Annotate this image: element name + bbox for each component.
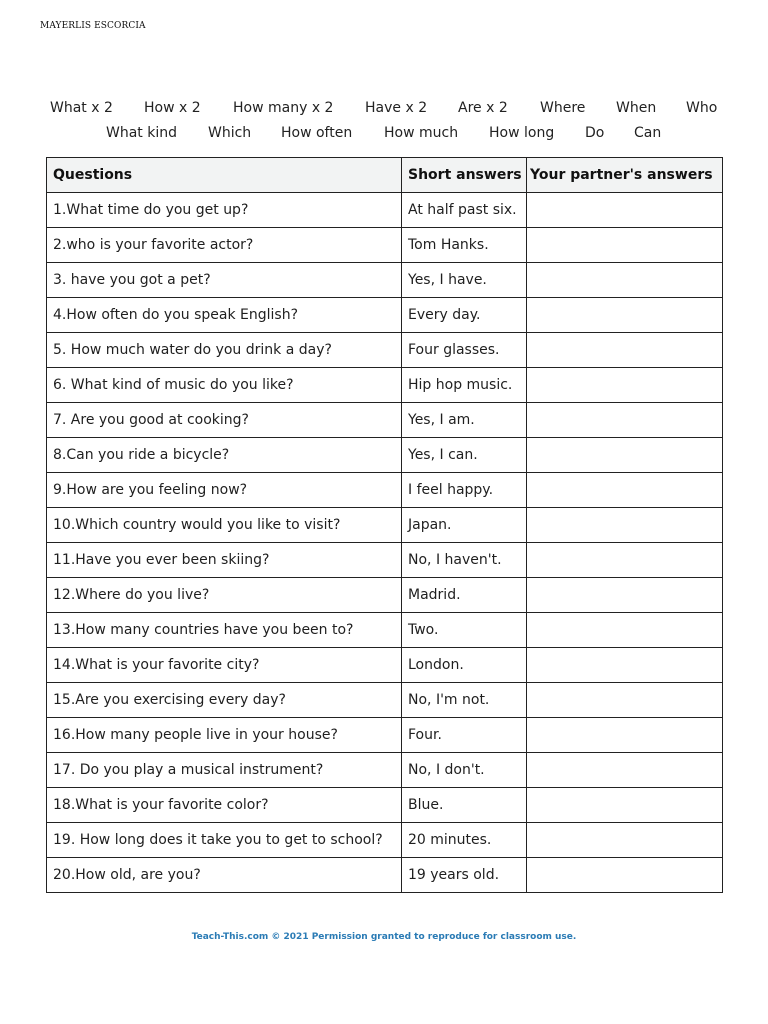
partner-answer-cell[interactable] [527, 438, 723, 473]
partner-answer-cell[interactable] [527, 193, 723, 228]
table-row [47, 333, 723, 368]
short-answer-cell: Tom Hanks. [402, 228, 527, 263]
table-body [47, 193, 723, 893]
table-row [47, 368, 723, 403]
short-answer-cell: No, I'm not. [402, 683, 527, 718]
table-row [47, 403, 723, 438]
short-answer-cell: Yes, I can. [402, 438, 527, 473]
copyright-footer: Teach-This.com © 2021 Permission granted to reproduce for classroom use. [191, 932, 577, 942]
question-cell: 19. How long does it take you to get to school? [47, 823, 402, 858]
question-cell: 18.What is your favorite color? [47, 788, 402, 823]
word-bank-item: Can [634, 125, 662, 141]
word-bank-item: Which [208, 125, 252, 141]
header-questions: Questions [47, 158, 402, 193]
author-name: MAYERLIS ESCORCIA [40, 21, 146, 31]
partner-answer-cell[interactable] [527, 298, 723, 333]
word-bank-item: Do [585, 125, 605, 141]
question-cell: 3. have you got a pet? [47, 263, 402, 298]
header-short-answers: Short answers [402, 158, 527, 193]
partner-answer-cell[interactable] [527, 753, 723, 788]
short-answer-cell: At half past six. [402, 193, 527, 228]
word-bank-item: What x 2 [50, 100, 113, 116]
partner-answer-cell[interactable] [527, 508, 723, 543]
table-row [47, 438, 723, 473]
table-row [47, 193, 723, 228]
table-row [47, 473, 723, 508]
question-cell: 7. Are you good at cooking? [47, 403, 402, 438]
partner-answer-cell[interactable] [527, 823, 723, 858]
question-cell: 10.Which country would you like to visit? [47, 508, 402, 543]
question-cell: 5. How much water do you drink a day? [47, 333, 402, 368]
question-cell: 13.How many countries have you been to? [47, 613, 402, 648]
table-row [47, 263, 723, 298]
word-bank-item: Have x 2 [365, 100, 428, 116]
table-row [47, 753, 723, 788]
partner-answer-cell[interactable] [527, 718, 723, 753]
short-answer-cell: Four. [402, 718, 527, 753]
short-answer-cell: Yes, I am. [402, 403, 527, 438]
short-answer-cell: Yes, I have. [402, 263, 527, 298]
word-bank-item: How x 2 [144, 100, 201, 116]
word-bank-item: How long [489, 125, 555, 141]
short-answer-cell: No, I don't. [402, 753, 527, 788]
partner-answer-cell[interactable] [527, 613, 723, 648]
question-cell: 17. Do you play a musical instrument? [47, 753, 402, 788]
question-cell: 2.who is your favorite actor? [47, 228, 402, 263]
short-answer-cell: Madrid. [402, 578, 527, 613]
table-row [47, 788, 723, 823]
partner-answer-cell[interactable] [527, 263, 723, 298]
short-answer-cell: I feel happy. [402, 473, 527, 508]
partner-answer-cell[interactable] [527, 543, 723, 578]
question-cell: 4.How often do you speak English? [47, 298, 402, 333]
question-cell: 20.How old, are you? [47, 858, 402, 893]
word-bank-item: Who [686, 100, 718, 116]
short-answer-cell: Two. [402, 613, 527, 648]
partner-answer-cell[interactable] [527, 473, 723, 508]
table-row [47, 718, 723, 753]
table-row [47, 858, 723, 893]
word-bank-item: Where [540, 100, 586, 116]
short-answer-cell: 20 minutes. [402, 823, 527, 858]
table-row [47, 613, 723, 648]
table-row [47, 578, 723, 613]
partner-answer-cell[interactable] [527, 858, 723, 893]
partner-answer-cell[interactable] [527, 368, 723, 403]
short-answer-cell: 19 years old. [402, 858, 527, 893]
partner-answer-cell[interactable] [527, 403, 723, 438]
partner-answer-cell[interactable] [527, 648, 723, 683]
table-row [47, 683, 723, 718]
word-bank-row-1 [34, 100, 734, 120]
question-cell: 8.Can you ride a bicycle? [47, 438, 402, 473]
question-cell: 16.How many people live in your house? [47, 718, 402, 753]
short-answer-cell: Every day. [402, 298, 527, 333]
short-answer-cell: No, I haven't. [402, 543, 527, 578]
question-cell: 11.Have you ever been skiing? [47, 543, 402, 578]
short-answer-cell: Blue. [402, 788, 527, 823]
partner-answer-cell[interactable] [527, 578, 723, 613]
header-partner-answers: Your partner's answers [527, 158, 723, 193]
question-cell: 6. What kind of music do you like? [47, 368, 402, 403]
word-bank-row-2 [34, 125, 734, 145]
partner-answer-cell[interactable] [527, 788, 723, 823]
table-header-row [47, 158, 723, 193]
short-answer-cell: Japan. [402, 508, 527, 543]
word-bank-item: How much [384, 125, 459, 141]
question-cell: 12.Where do you live? [47, 578, 402, 613]
table-row [47, 298, 723, 333]
short-answer-cell: Hip hop music. [402, 368, 527, 403]
question-cell: 15.Are you exercising every day? [47, 683, 402, 718]
partner-answer-cell[interactable] [527, 228, 723, 263]
partner-answer-cell[interactable] [527, 333, 723, 368]
word-bank-item: When [616, 100, 657, 116]
word-bank-item: What kind [106, 125, 177, 141]
table-row [47, 543, 723, 578]
question-cell: 14.What is your favorite city? [47, 648, 402, 683]
word-bank-item: How often [281, 125, 353, 141]
table-row [47, 823, 723, 858]
question-cell: 1.What time do you get up? [47, 193, 402, 228]
word-bank-item: Are x 2 [458, 100, 508, 116]
word-bank-item: How many x 2 [233, 100, 334, 116]
short-answer-cell: Four glasses. [402, 333, 527, 368]
question-cell: 9.How are you feeling now? [47, 473, 402, 508]
table-row [47, 648, 723, 683]
partner-answer-cell[interactable] [527, 683, 723, 718]
table-row [47, 228, 723, 263]
short-answer-cell: London. [402, 648, 527, 683]
table-row [47, 508, 723, 543]
questions-table [46, 157, 723, 893]
